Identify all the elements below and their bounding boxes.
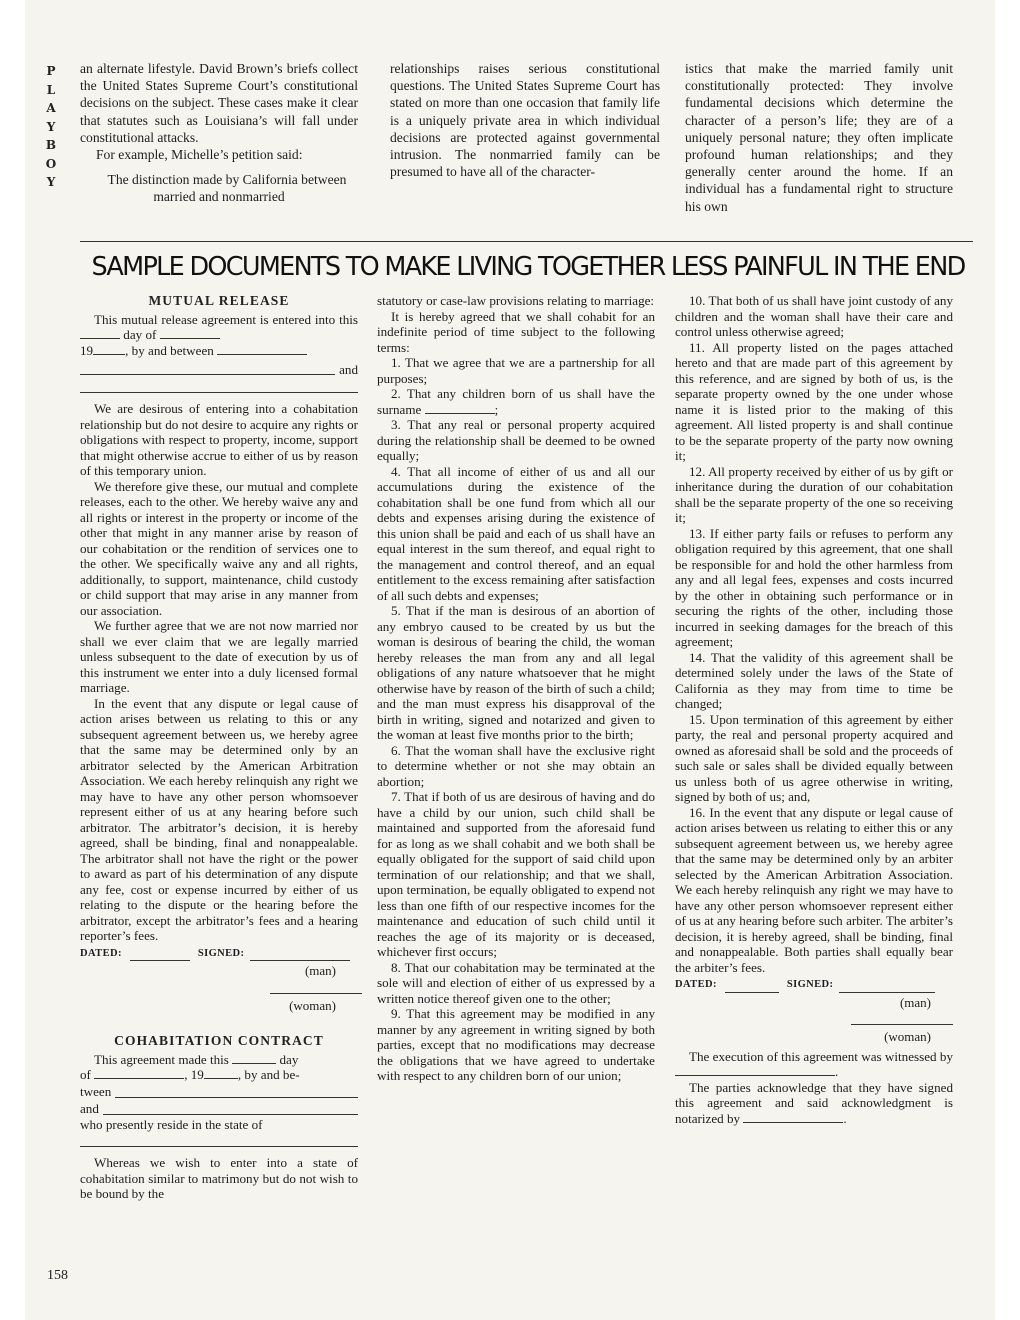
month-field[interactable] xyxy=(160,327,220,339)
contract-term: 14. That the validity of this agreement shall be determined solely under the laws of the State of California as they may from time to time be changed; xyxy=(675,649,953,711)
party1-field[interactable] xyxy=(217,343,307,355)
contract-paragraph: statutory or case-law provisions relating to marriage: xyxy=(377,293,655,308)
contract-term: 2. That any children born of us shall have the surname ; xyxy=(377,386,655,417)
party2-field[interactable] xyxy=(80,362,335,375)
surname-field[interactable] xyxy=(425,402,495,414)
magazine-page xyxy=(25,0,995,1320)
and-label: and xyxy=(339,361,358,377)
contract-term: 3. That any real or personal property acquired during the relationship shall be deemed to be owned equally; xyxy=(377,417,655,463)
article-column-2 xyxy=(390,60,660,180)
release-paragraph: In the event that any dispute or legal cause of action arises between us relating to this or any subsequent agreement between us, we hereby agree that the same may be determined only by an arbitrator selected by the American Arbitration Association. We each hereby relinquish any right we may have to have any other person whomsoever represent either of us at any hearing before such arbitrator. The arbitrator’s decision, it is hereby agreed, shall be binding, final and nonappealable. The arbitrator shall not have the right or the power to award as part of his determination of any dispute any fee, cost or expense incurred by either of us relating to the dispute or the hearing before the arbitrator, except the arbitrator’s fees and a hearing reporter’s fees. xyxy=(80,695,358,943)
contract-terms-column-2 xyxy=(675,293,953,1126)
year-field[interactable] xyxy=(204,1067,238,1079)
contract-term: 4. That all income of either of us and all our accumulations during the existence of the cohabitation shall be one fund from which all our debts and expenses arising during the existence of this union shall be paid and each of us shall have an equal interest in the sum thereof, and equal right to the management and control thereof, and an equal entitlement to the excess remaining after satisfaction of all such debts and expenses; xyxy=(377,463,655,603)
contract-term: 9. That this agreement may be modified in any manner by any agreement in writing signed by both parties, except that no modifications may decrease the obligations that we have agreed to undertake with respect to any children born of our union; xyxy=(377,1006,655,1083)
magazine-letter: P xyxy=(46,64,56,78)
article-column-3 xyxy=(685,60,953,215)
article-paragraph: istics that make the married family unit constitutionally protected: They involve fundamental decisions which determine the character of a person’s life; they are of a uniquely personal nature; they often implicate profound human relationships; and they generally center around the home. If an individual has a fundamental right to structure his own xyxy=(685,61,953,214)
contract-intro-line: who presently reside in the state of xyxy=(80,1116,263,1132)
contract-term: 5. That if the man is desirous of an abortion of any embryo caused to be created by us but the woman is desirous of bearing the child, the woman hereby releases the man from any and all legal obligations of any nature whatsoever that he might otherwise have by reason of the birth of such a child; and the man must express his disapproval of the birth in writing, signed and notarized and given to the woman at least five months prior to the birth; xyxy=(377,603,655,742)
woman-label: (woman) xyxy=(289,997,336,1013)
contract-term: 16. In the event that any dispute or legal cause of action arises between us relating to either this or any subsequent agreement between us, we hereby agree that the same may be determined only by an arbiter selected by the American Arbitration Association. We each hereby relinquish any right we may have to have any other person whomsoever represent either of us at any hearing before such arbiter. The arbiter’s decision, it is hereby agreed, shall be binding, final and nonappealable. Both parties shall equally bear the arbiter’s fees. xyxy=(675,804,953,975)
magazine-letter: L xyxy=(46,82,56,97)
magazine-letter: Y xyxy=(46,119,56,134)
magazine-name-vertical xyxy=(43,62,59,192)
day-field[interactable] xyxy=(80,327,120,339)
notary-field[interactable] xyxy=(743,1111,843,1123)
day-field[interactable] xyxy=(232,1052,276,1064)
contract-term: 6. That the woman shall have the exclusive right to determine whether or not she may obtain an abortion; xyxy=(377,742,655,789)
state-field[interactable] xyxy=(80,1134,358,1147)
release-signature-row: DATED: SIGNED: xyxy=(80,946,358,962)
contract-terms-column xyxy=(377,293,655,1084)
party3-field[interactable] xyxy=(80,380,358,393)
contract-term: 13. If either party fails or refuses to perform any obligation required by this agreement, that one shall be responsible for and hold the other harmless from any and all legal fees, expenses and costs incurred by the other in obtaining such performance or in securing the rights of the other, including those incurred in seeking damages for the breach of this agreement; xyxy=(675,525,953,649)
contract-term: 15. Upon termination of this agreement by either party, the real and personal property acquired and owned as aforesaid shall be sold and the proceeds of such sale or sales shall be divided equally between us unless both of us agree otherwise in writing, signed by both of us; and, xyxy=(675,711,953,804)
release-paragraph: We further agree that we are not now married nor shall we ever claim that we are legally married unless subsequent to the date of execution by us of this instrument we enter into a duly licensed formal marriage. xyxy=(80,618,358,695)
man-label: (man) xyxy=(304,963,336,978)
section-title: MUTUAL RELEASE xyxy=(148,293,290,308)
magazine-letter: O xyxy=(45,156,57,171)
section-title: COHABITATION CONTRACT xyxy=(114,1033,324,1048)
page-title: SAMPLE DOCUMENTS TO MAKE LIVING TOGETHER LESS PAINFUL IN THE END xyxy=(91,252,965,282)
section-divider xyxy=(80,241,973,242)
year-field[interactable] xyxy=(93,343,125,355)
contract-term: 11. All property listed on the pages attached hereto and that are made part of this agreement by this reference, and are signed by both of us, is the separate property owned by the one under whose name it is listed prior to the making of this agreement. All listed property is and shall continue to be the separate property of the party now owning it; xyxy=(675,339,953,463)
woman-label: (woman) xyxy=(884,1029,931,1044)
contract-intro: This agreement made this day xyxy=(94,1051,299,1067)
dated-field[interactable] xyxy=(130,949,190,961)
article-column-1 xyxy=(80,60,358,206)
contract-term: 10. That both of us shall have joint custody of any children and the woman shall have their care and control unless otherwise agreed; xyxy=(675,293,953,339)
signature-woman-field[interactable] xyxy=(270,979,362,994)
article-paragraph: relationships raises serious constitutional questions. The United States Supreme Court has stated on more than one occasion that family life is a uniquely private area in which individual decisions are protected against governmental intrusion. The nonmarried family can be presumed to have all of the character- xyxy=(390,61,660,180)
dated-field[interactable] xyxy=(725,981,779,993)
party2-field[interactable] xyxy=(103,1102,358,1115)
witness-line: The execution of this agreement was witnessed by . xyxy=(675,1049,953,1080)
contract-term: 8. That our cohabitation may be terminated at the sole will and election of either of us expressed by a written notice thereof given one to the other; xyxy=(377,959,655,1006)
contract-signature-row: DATED: SIGNED: xyxy=(675,977,953,993)
contract-term: 1. That we agree that we are a partnership for all purposes; xyxy=(377,355,655,386)
signature-woman-field[interactable] xyxy=(851,1010,953,1025)
contract-paragraph: Whereas we wish to enter into a state of cohabitation similar to matrimony but do not wish to be bound by the xyxy=(80,1155,358,1201)
release-intro: This mutual release agreement is entered into this day of 19 , by and between xyxy=(80,311,358,358)
signature-man-field[interactable] xyxy=(839,981,935,993)
release-paragraph: We therefore give these, our mutual and complete releases, each to the other. We hereby waive any and all rights or interest in the property or income of the other that might in any manner arise by reason of our cohabitation or the rendition of services one to the other. We specifically waive any and all rights, additionally, to support, maintenance, child custody or child support that may arise in any manner from our association. xyxy=(80,478,358,618)
contract-paragraph: It is hereby agreed that we shall cohabit for an indefinite period of time subject to the following terms: xyxy=(377,308,655,355)
man-label: (man) xyxy=(899,994,931,1010)
article-quote: The distinction made by California between married and nonmarried xyxy=(107,172,347,205)
witness-field[interactable] xyxy=(675,1064,835,1076)
mutual-release-column: MUTUAL RELEASE This mutual release agreement is entered into this day of 19 , by and between and We are desirous of entering into a cohabitation relationship but do not desire to acquire any rights or obligations with respect to property, income, support that might otherwise accrue to either of us by reason of this temporary union. We therefore give these, our mutual and complete releases, each to the other. We hereby waive any and all rights or interest in the property or income of the other that might in any manner arise by reason of our cohabitation or the rendition of services one to the other. We specifically waive any and all rights, additionally, to support, maintenance, child custody or child support that may arise in any manner from our association. We further agree that we are not now married nor shall we ever claim that we are legally married unless subsequent to the date of execution by us of this instrument we enter into a duly licensed formal marriage. In the event that any dispute or legal cause of action arises between us relating to this or any subsequent agreement between us, we hereby agree that the same may be determined only by an arbitrator selected by the American Arbitration Association. We each hereby relinquish any right we may have to have any other person whomsoever represent either of us at any hearing before such arbitrator. The arbitrator’s decision, it is hereby agreed, shall be binding, final and nonappealable. The arbitrator shall not have the right or the power to award as part of his determination of any dispute any fee, cost or expense incurred by either of us relating to the dispute or the hearing before the arbitrator, except the arbitrator’s fees and a hearing reporter’s fees. DATED: SIGNED: (man) (woman) COHABITATION CONTRACT This agreement made this day of , 19 , by and be- tween and who presently reside in the state of Whereas we wish to enter into a state of cohabitation similar to matrimony but do not wish to be bound by the xyxy=(80,293,358,1202)
magazine-letter: B xyxy=(45,138,57,152)
release-paragraph: We are desirous of entering into a cohabitation relationship but do not desire to acquire any rights or obligations with respect to property, income, support that might otherwise accrue to either of us by reason of this temporary union. xyxy=(80,401,358,478)
page-number: 158 xyxy=(47,1268,68,1283)
signature-man-field[interactable] xyxy=(250,949,350,961)
month-field[interactable] xyxy=(94,1067,184,1079)
party1-field[interactable] xyxy=(115,1085,358,1098)
contract-intro-line: of , 19 , by and be- xyxy=(80,1067,300,1082)
notary-line: The parties acknowledge that they have signed this agreement and said acknowledgment is notarized by . xyxy=(675,1079,953,1126)
magazine-letter: Y xyxy=(46,175,56,189)
contract-term: 12. All property received by either of us by gift or inheritance during the duration of our cohabitation shall be the separate property of the one so receiving it; xyxy=(675,463,953,525)
contract-term: 7. That if both of us are desirous of having and do have a child by our union, such child shall be maintained and supported from the aforesaid fund for as long as we shall cohabit and we both shall be equally obligated for the support of said child upon termination of our relationship; and that we shall, upon termination, be equally obligated to expend not less than one fifth of our respective incomes for the maintenance and education of such child until it reaches the age of its majority or is deceased, whichever first occurs; xyxy=(377,789,655,959)
article-paragraph: an alternate lifestyle. David Brown’s briefs collect the United States Supreme Court’s constitutional decisions on the subject. These cases make it clear that statutes such as Louisiana’s will fall under constitutional attacks. xyxy=(80,61,358,145)
article-paragraph: For example, Michelle’s petition said: xyxy=(96,147,303,163)
magazine-letter: A xyxy=(46,101,56,115)
